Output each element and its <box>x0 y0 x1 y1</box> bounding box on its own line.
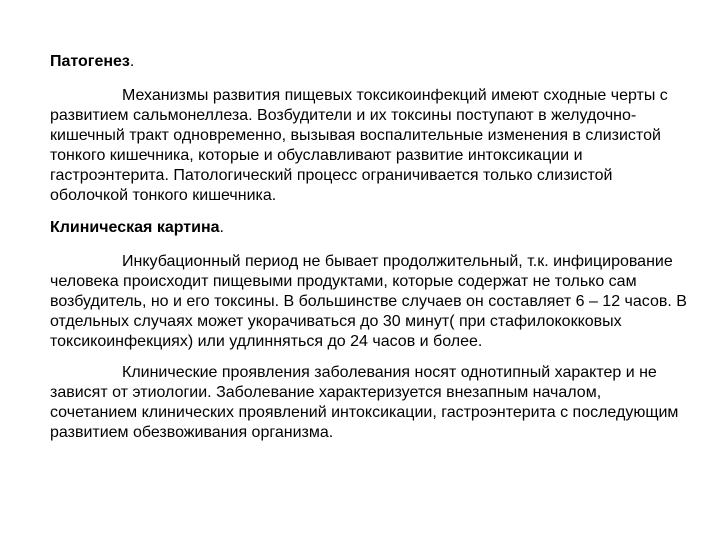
heading-period: . <box>129 53 135 70</box>
paragraph-clinical-manifestations: Клинические проявления заболевания носят однотипный характер и не зависят от этиологии. Заболевание характеризуется внезапным началом, сочетанием клинических проявлений интоксикации, гастроэнтерита с последующим развитием обезвоживания организма. <box>50 364 679 441</box>
heading-text: Клиническая картина <box>50 219 220 236</box>
heading-period: . <box>219 219 224 236</box>
section-heading-pathogenesis <box>50 52 690 72</box>
paragraph-incubation-period: Инкубационный период не бывает продолжительный, т.к. инфицирование человека происходит пищевыми продуктами, которые содержат не только сам возбудитель, но и его токсины. В большинстве случаев он составляет 6 – 12 часов. В отдельных случаях может укорачиваться до 30 минут( при стафилококковых токсикоинфекциях) или удлинняться до 24 часов и более. <box>50 253 687 350</box>
document-body <box>50 40 690 443</box>
section-heading-clinical-picture <box>50 218 690 238</box>
paragraph-pathogenesis: Механизмы развития пищевых токсикоинфекций имеют сходные черты с развитием сальмонеллеза. Возбудители и их токсины поступают в желудочно-кишечный тракт одновременно, вызывая воспалительные изменения в слизистой тонкого кишечника, которые и обуславливают развитие интоксикации и гастроэнтерита. Патологический процесс ограничивается только слизистой оболочкой тонкого кишечника. <box>50 87 668 204</box>
heading-text: Патогенез <box>50 53 130 70</box>
